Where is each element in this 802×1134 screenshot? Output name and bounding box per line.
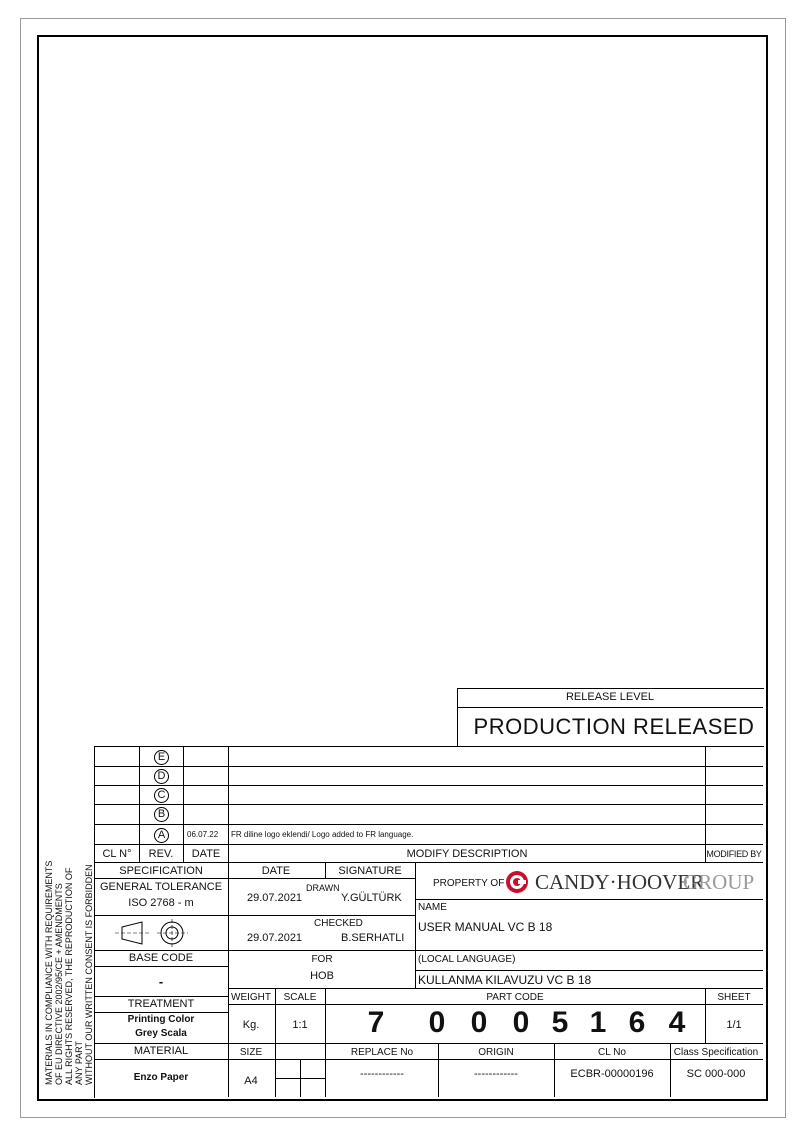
- revision-a-marker: A: [154, 828, 169, 843]
- candy-hoover-logo-icon: [505, 870, 529, 894]
- material-value: Enzo Paper: [133, 1072, 189, 1083]
- treatment-line-1: Printing Color: [127, 1014, 195, 1025]
- material-label: MATERIAL: [133, 1045, 189, 1057]
- brand-name: CANDY·HOOVER: [535, 870, 705, 894]
- size-value: A4: [244, 1075, 258, 1087]
- drawn-name: Y.GÜLTÜRK: [341, 892, 402, 904]
- scale-value: 1:1: [292, 1019, 308, 1031]
- local-language-value: KULLANMA KILAVUZU VC B 18: [418, 973, 592, 987]
- specification-title: SPECIFICATION: [119, 865, 203, 877]
- revision-b-marker: B: [154, 807, 169, 822]
- modify-description-header: MODIFY DESCRIPTION: [406, 848, 528, 860]
- compliance-note-line: WITHOUT OUR WRITTEN CONSENT IS FORBIDDEN: [84, 864, 94, 1085]
- compliance-note-line: OF EU DIRECTIVE 2002/95/CE + AMENDMENTS: [54, 883, 64, 1085]
- checked-label: CHECKED: [314, 918, 363, 929]
- replace-label: REPLACE No: [350, 1047, 414, 1058]
- cl-no-label: CL No: [598, 1047, 626, 1058]
- release-level-value: PRODUCTION RELEASED: [473, 714, 755, 739]
- revision-d-marker: D: [154, 769, 169, 784]
- rev-header: REV.: [148, 848, 174, 860]
- part-code-digit: 1: [589, 1006, 607, 1039]
- origin-value: ------------: [474, 1068, 518, 1080]
- local-language-label: (LOCAL LANGUAGE): [418, 954, 516, 965]
- checked-date: 29.07.2021: [247, 932, 303, 944]
- for-label: FOR: [311, 954, 333, 965]
- compliance-note: [44, 855, 94, 1085]
- class-specification-value: SC 000-000: [686, 1068, 746, 1080]
- part-code-digit: 4: [668, 1006, 686, 1039]
- scale-label: SCALE: [283, 992, 317, 1003]
- name-value: USER MANUAL VC B 18: [418, 920, 553, 934]
- part-code-digit: 7: [367, 1006, 385, 1039]
- drawn-label: DRAWN: [306, 883, 340, 893]
- date-label: DATE: [261, 865, 291, 877]
- treatment-label: TREATMENT: [127, 998, 195, 1010]
- projection-symbol-icon: [112, 918, 212, 948]
- revision-e-marker: E: [154, 750, 169, 765]
- size-label: SIZE: [239, 1047, 263, 1058]
- modified-by-header: MODIFIED BY: [706, 849, 762, 859]
- cl-number-header: CL N°: [102, 848, 132, 860]
- treatment-line-2: Grey Scala: [135, 1028, 187, 1039]
- revision-a-description: FR diline logo eklendi/ Logo added to FR language.: [231, 830, 414, 839]
- compliance-note-line: ALL RIGHTS RESERVED, THE REPRODUCTION OF ANY PART: [64, 867, 84, 1085]
- base-code-label: BASE CODE: [128, 952, 194, 964]
- brand-group: GROUP: [683, 870, 755, 894]
- part-code-digit: 6: [628, 1006, 646, 1039]
- part-code-digit: 0: [470, 1006, 488, 1039]
- iso-standard: ISO 2768 - m: [128, 897, 194, 909]
- property-of-label: PROPERTY OF: [433, 878, 505, 889]
- date-header: DATE: [191, 848, 221, 860]
- class-specification-label: Class Specification: [673, 1047, 759, 1058]
- sheet-label: SHEET: [717, 992, 751, 1003]
- replace-value: ------------: [360, 1068, 404, 1080]
- base-code-value: -: [158, 974, 164, 989]
- revision-a-date: 06.07.22: [187, 830, 219, 839]
- cl-no-value: ECBR-00000196: [570, 1068, 654, 1080]
- sheet-value: 1/1: [726, 1019, 742, 1031]
- general-tolerance-label: GENERAL TOLERANCE: [99, 881, 223, 893]
- part-code-digit: 5: [551, 1006, 569, 1039]
- compliance-note-line: MATERIALS IN COMPLIANCE WITH REQUIREMENTS: [44, 860, 54, 1085]
- checked-name: B.SERHATLI: [341, 932, 405, 944]
- signature-label: SIGNATURE: [338, 865, 402, 877]
- part-code-digit: 0: [512, 1006, 530, 1039]
- name-label: NAME: [418, 902, 447, 913]
- weight-value: Kg.: [242, 1019, 260, 1031]
- origin-label: ORIGIN: [478, 1047, 514, 1058]
- part-code-digit: 0: [428, 1006, 446, 1039]
- drawn-date: 29.07.2021: [247, 892, 303, 904]
- for-value: HOB: [310, 970, 334, 982]
- part-code-label: PART CODE: [486, 992, 544, 1003]
- release-level-label: RELEASE LEVEL: [565, 691, 655, 703]
- revision-c-marker: C: [154, 788, 169, 803]
- weight-label: WEIGHT: [231, 992, 271, 1003]
